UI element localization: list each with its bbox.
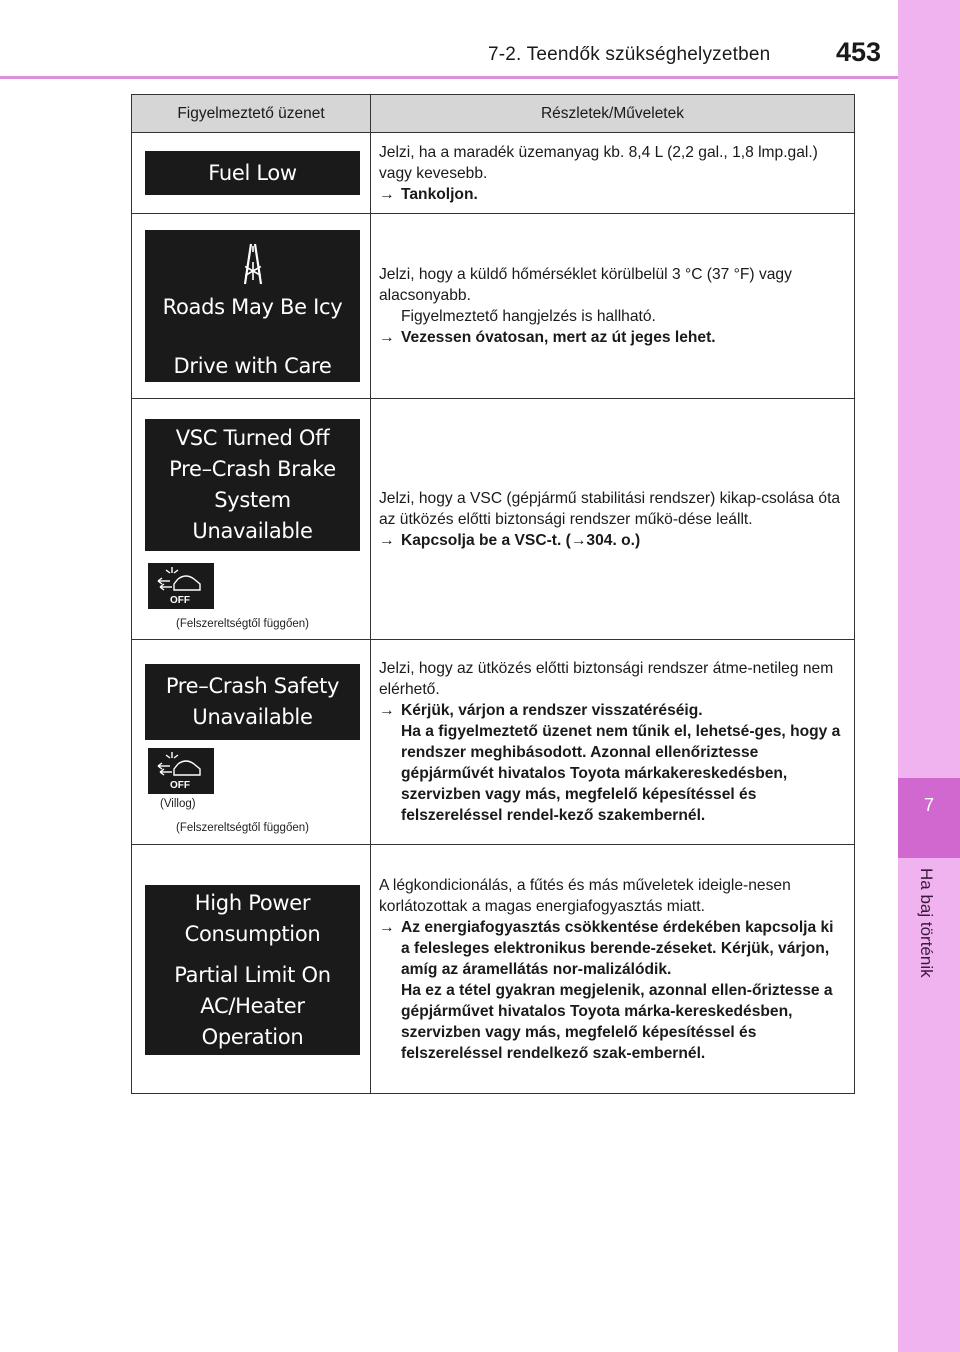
- page-number: 453: [836, 37, 882, 67]
- side-tab-number: 7: [923, 795, 934, 815]
- description-text: Jelzi, hogy a VSC (gépjármű stabilitási rendszer) kikap-csolása óta az ütközés előtti biztonsági rendszer műkö-dése leállt.: [379, 489, 841, 528]
- arrow-icon: →: [379, 531, 395, 549]
- table-row: [132, 133, 854, 214]
- availability-caption: (Felszereltségtől függően): [176, 822, 309, 834]
- table-row: [132, 640, 854, 845]
- blink-caption: (Villog): [160, 798, 196, 810]
- arrow-icon: →: [379, 918, 395, 936]
- screen-line: Unavailable: [192, 705, 313, 729]
- warning-message-table: [131, 94, 855, 1094]
- pcs-off-indicator: [148, 563, 214, 609]
- warning-display-screen: [145, 419, 360, 551]
- table-header: [132, 95, 854, 133]
- message-cell: [132, 640, 371, 844]
- screen-line: High Power: [194, 890, 311, 915]
- off-label: OFF: [170, 780, 190, 791]
- arrow-icon: →: [379, 329, 395, 346]
- screen-line: AC/Heater: [200, 993, 305, 1018]
- action-line: [379, 184, 844, 205]
- column-header-details: Részletek/Műveletek: [540, 104, 684, 122]
- table-row: [132, 214, 854, 399]
- description-text: Jelzi, ha a maradék üzemanyag kb. 8,4 L (2,2 gal., 1,8 lmp.gal.) vagy kevesebb.: [379, 143, 818, 182]
- arrow-icon: →: [379, 185, 395, 203]
- description-text: Jelzi, hogy az ütközés előtti biztonsági rendszer átme-netileg nem elérhető.: [379, 660, 834, 698]
- screen-line: Fuel Low: [208, 160, 297, 185]
- pcs-off-indicator: [148, 748, 214, 794]
- warning-display-screen: [145, 230, 360, 382]
- details-cell: [371, 214, 854, 398]
- action-line: [379, 530, 844, 551]
- screen-line: Unavailable: [192, 519, 313, 543]
- screen-line: Partial Limit On: [174, 962, 331, 987]
- action-text: Kérjük, várjon a rendszer visszatéréséig.: [401, 702, 703, 719]
- details-cell: [371, 640, 854, 844]
- warning-display-screen: [145, 151, 360, 195]
- screen-line: Pre–Crash Brake: [169, 457, 336, 481]
- table-row: [132, 399, 854, 640]
- message-cell: [132, 399, 371, 639]
- warning-display-screen: [145, 664, 360, 740]
- icy-road-icon: [233, 240, 273, 286]
- details-cell: [371, 133, 854, 213]
- table-row: [132, 845, 854, 1093]
- action-detail-text: Ha ez a tétel gyakran megjelenik, azonnal ellen-őriztesse a gépjárművet hivatalos Toyota márka-kereskedésben, szervizben vagy más, megfelelő képesítéssel és felszereléssel rendelkező szak-embernél.: [401, 981, 833, 1062]
- action-text: Vezessen óvatosan, mert az út jeges lehet.: [401, 329, 716, 346]
- action-text: Kapcsolja be a VSC-t. (→304. o.): [401, 531, 641, 549]
- screen-line: Roads May Be Icy: [162, 295, 343, 319]
- screen-line: Operation: [201, 1024, 304, 1049]
- action-line: [379, 327, 844, 348]
- screen-line: Pre–Crash Safety: [165, 674, 340, 698]
- column-header-message: Figyelmeztető üzenet: [132, 95, 371, 132]
- action-detail-text: Ha a figyelmeztető üzenet nem tűnik el, lehetsé-ges, hogy a rendszer meghibásodott. Azonnal ellenőriztesse gépjárművét hivatalos Toyota márkakereskedésben, szervizben vagy más, megfelelő képesítéssel és felszereléssel rendel-kező szakembernél.: [401, 723, 841, 824]
- description-text: A légkondicionálás, a fűtés és más műveletek ideigle-nesen korlátozottak a magas energiafogyasztás miatt.: [379, 876, 791, 915]
- action-text: Az energiafogyasztás csökkentése érdekében kapcsolja ki a felesleges elektronikus berende-zéseket. Kérjük, várjon, amíg az áramellátás nor-malizálódik.: [401, 918, 834, 978]
- action-text: Tankoljon.: [401, 185, 478, 203]
- message-cell: [132, 214, 371, 398]
- action-line: [379, 700, 844, 721]
- off-label: OFF: [170, 595, 190, 606]
- header-rule: [0, 76, 898, 79]
- section-title: 7-2. Teendők szükséghelyzetben: [488, 44, 771, 65]
- message-cell: [132, 133, 371, 213]
- details-cell: [371, 399, 854, 639]
- message-cell: [132, 845, 371, 1093]
- side-tab-label: Ha baj történik: [917, 868, 936, 978]
- side-tab: [898, 0, 960, 1352]
- availability-caption: (Felszereltségtől függően): [176, 618, 309, 630]
- arrow-icon: →: [379, 702, 395, 719]
- warning-display-screen: [145, 885, 360, 1055]
- details-cell: [371, 845, 854, 1093]
- screen-line: Drive with Care: [173, 354, 332, 378]
- note-text: Figyelmeztető hangjelzés is hallható.: [401, 308, 656, 325]
- action-line: [379, 917, 844, 980]
- screen-line: Consumption: [184, 921, 321, 946]
- screen-line: VSC Turned Off: [175, 426, 330, 450]
- description-text: Jelzi, hogy a küldő hőmérséklet körülbelül 3 °C (37 °F) vagy alacsonyabb.: [379, 266, 792, 304]
- side-tab-active-marker: [898, 778, 960, 858]
- screen-line: System: [214, 488, 291, 512]
